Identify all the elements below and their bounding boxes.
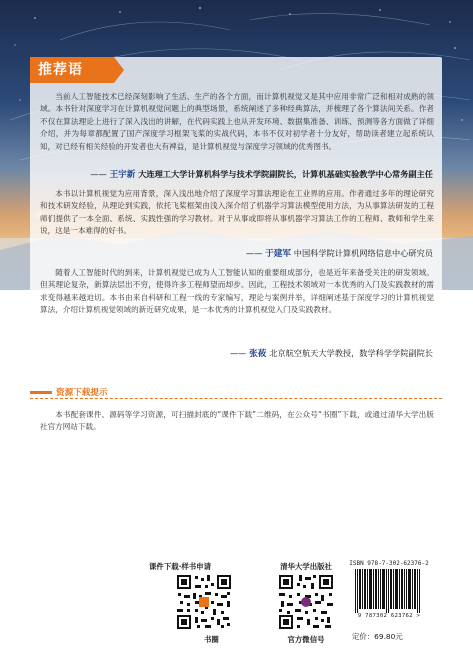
isbn-barcode-block <box>349 560 429 630</box>
attribution-dash: —— <box>245 248 263 258</box>
reviewer-title: 北京航空航天大学教授，数学科学学院副院长 <box>269 348 433 358</box>
review-3-attribution <box>230 347 433 360</box>
resource-heading <box>30 386 108 398</box>
isbn-digits: 9 787302 623762 > <box>357 613 421 619</box>
qr-2-top-label: 清华大学出版社 <box>280 562 332 571</box>
price-label: 定价：69.80元 <box>352 632 403 641</box>
qr-code-icon <box>175 573 233 631</box>
qr-code-publisher-wechat[interactable] <box>277 573 335 631</box>
reviewer-name: 王宇新 <box>109 170 136 180</box>
barcode-icon <box>353 569 425 613</box>
tag-arrow-shape <box>114 57 124 83</box>
resource-heading-text: 资源下载提示 <box>56 388 108 398</box>
attribution-dash: —— <box>90 169 107 179</box>
qr-code-icon <box>277 573 335 631</box>
reviewer-name: 张莜 <box>249 349 267 359</box>
qr-code-shuquan[interactable] <box>175 573 233 631</box>
qr-1-top-label: 课件下载·样书申请 <box>149 562 211 571</box>
reviewer-title: 中国科学院计算机网络信息中心研究员 <box>293 248 433 258</box>
isbn-label: ISBN 978-7-302-62376-2 <box>349 560 429 567</box>
review-1-text: 当前人工智能技术已经深刻影响了生活、生产的各个方面，而计算机视觉又是其中应用非常广泛和相对成熟的领域。本书针对深度学习在计算机视觉问题上的典型场景，系统阐述了多种经典算法，并梳理了各个算法间关系。作者不仅在算法理论上进行了深入浅出的讲解，在代码实践上也从开发环境、数据集准备、训练、预测等各方面做了详细介绍，并为每章都配置了国产深度学习框架飞桨的实战代码，本书不仅对初学者十分友好，帮助读者建立起系统认知，对已经有相关经验的开发者也大有裨益，是计算机视觉与深度学习领域的优秀图书。 <box>40 92 434 151</box>
heading-bar-icon <box>30 391 52 394</box>
reviewer-name: 于建军 <box>265 249 291 259</box>
resource-text: 本书配套课件、源码等学习资源，可扫描封底的“课件下载”二维码，在公众号“书圈”下载，或通过清华大学出版社官方网站下载。 <box>40 410 434 432</box>
reviewer-title: 大连理工大学计算机科学与技术学院副院长，计算机基础实验教学中心常务副主任 <box>138 169 433 179</box>
review-2-text: 本书以计算机视觉为应用背景，深入浅出地介绍了深度学习算法理论在工业界的应用。作者通过多年的理论研究和技术研发经验，从理论到实践，依托飞桨框架由浅入深介绍了机器学习算法模型使用方法，为从事算法研发的工程师们提供了一本全面、系统、实践性强的学习教材。对于从事或即将从事机器学习算法工作的工程师、教师和学生来说，这是一本难得的好书。 <box>40 189 434 236</box>
review-1-attribution <box>90 168 433 181</box>
review-2-attribution <box>246 247 433 260</box>
dashed-divider <box>30 398 442 400</box>
qr-2-bottom-label: 官方微信号 <box>287 635 325 644</box>
review-3-text: 随着人工智能时代的到来，计算机视觉已成为人工智能认知的重要组成部分，也是近年来备受关注的研发领域。但其理论复杂，新算法层出不穷，使得许多工程师望而却步。因此，工程技术领域对一本优秀的入门及实践教材的需求变得越来越迫切。本书由来自科研和工程一线的专家编写，理论与案例并举，详细阐述基于深度学习的计算机视觉算法，介绍计算机视觉领域的新近研究成果，是一本优秀的计算机视觉入门及实践教材。 <box>40 268 434 315</box>
recommendation-tag: 推荐语 <box>30 57 114 83</box>
attribution-dash: —— <box>229 348 247 358</box>
